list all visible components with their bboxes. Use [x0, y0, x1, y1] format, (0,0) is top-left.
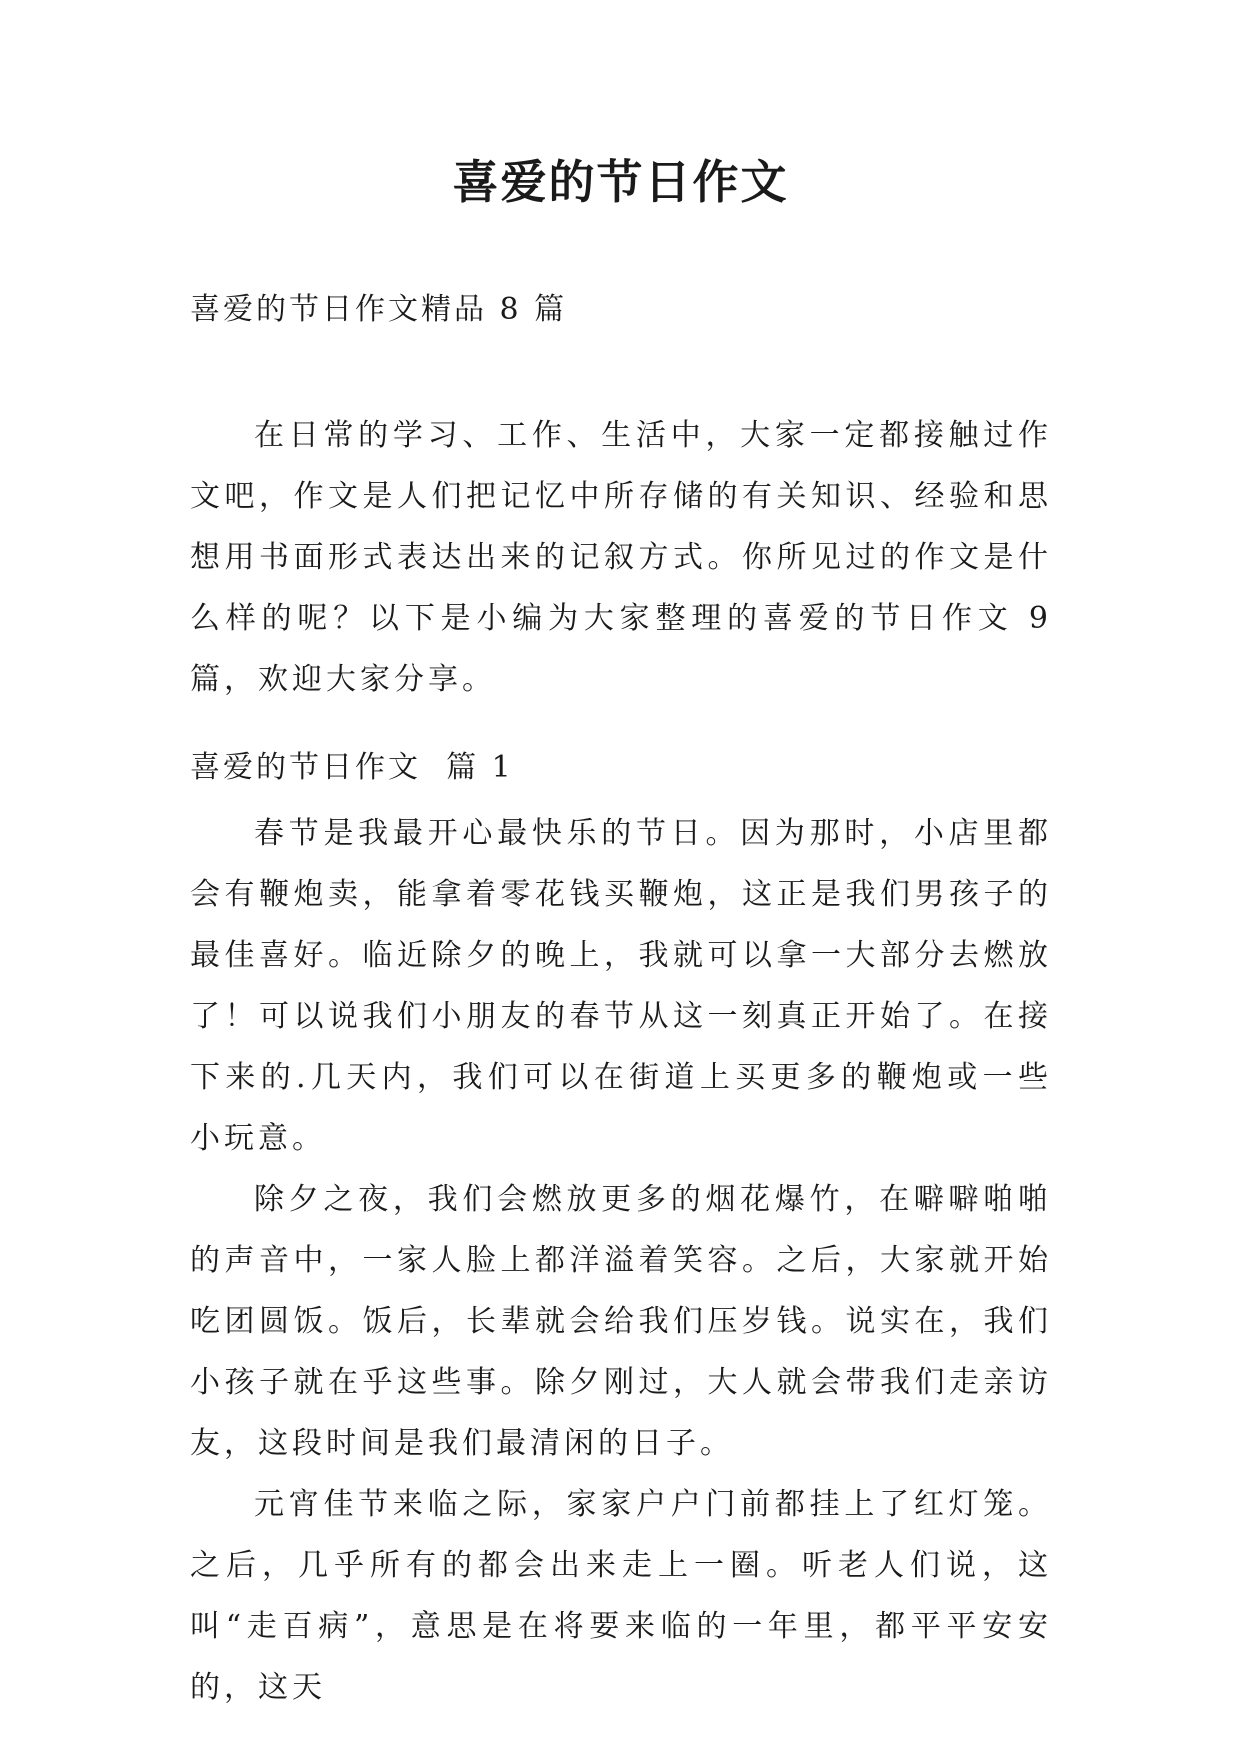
body-paragraph: 除夕之夜，我们会燃放更多的烟花爆竹，在噼噼啪啪的声音中，一家人脸上都洋溢着笑容。之后，大家就开始吃团圆饭。饭后，长辈就会给我们压岁钱。说实在，我们小孩子就在乎这些事。除夕刚过，大人就会带我们走亲访友，这段时间是我们最清闲的日子。	[190, 1182, 1052, 1461]
section-body	[190, 803, 1052, 1718]
section-heading: 喜爱的节日作文 篇 1	[190, 750, 514, 785]
body-paragraph: 元宵佳节来临之际，家家户户门前都挂上了红灯笼。之后，几乎所有的都会出来走上一圈。听老人们说，这叫“走百病”，意思是在将要来临的一年里，都平平安安的，这天	[190, 1487, 1052, 1705]
page-title: 喜爱的节日作文	[452, 155, 789, 209]
body-paragraph: 春节是我最开心最快乐的节日。因为那时，小店里都会有鞭炮卖，能拿着零花钱买鞭炮，这正是我们男孩子的最佳喜好。临近除夕的晚上，我就可以拿一大部分去燃放了！可以说我们小朋友的春节从这一刻真正开始了。在接下来的.几天内，我们可以在街道上买更多的鞭炮或一些小玩意。	[190, 816, 1052, 1156]
intro-paragraph: 在日常的学习、工作、生活中，大家一定都接触过作文吧，作文是人们把记忆中所存储的有关知识、经验和思想用书面形式表达出来的记叙方式。你所见过的作文是什么样的呢？以下是小编为大家整理的喜爱的节日作文 9 篇，欢迎大家分享。	[190, 418, 1052, 697]
document-subtitle: 喜爱的节日作文精品 8 篇	[190, 292, 568, 327]
